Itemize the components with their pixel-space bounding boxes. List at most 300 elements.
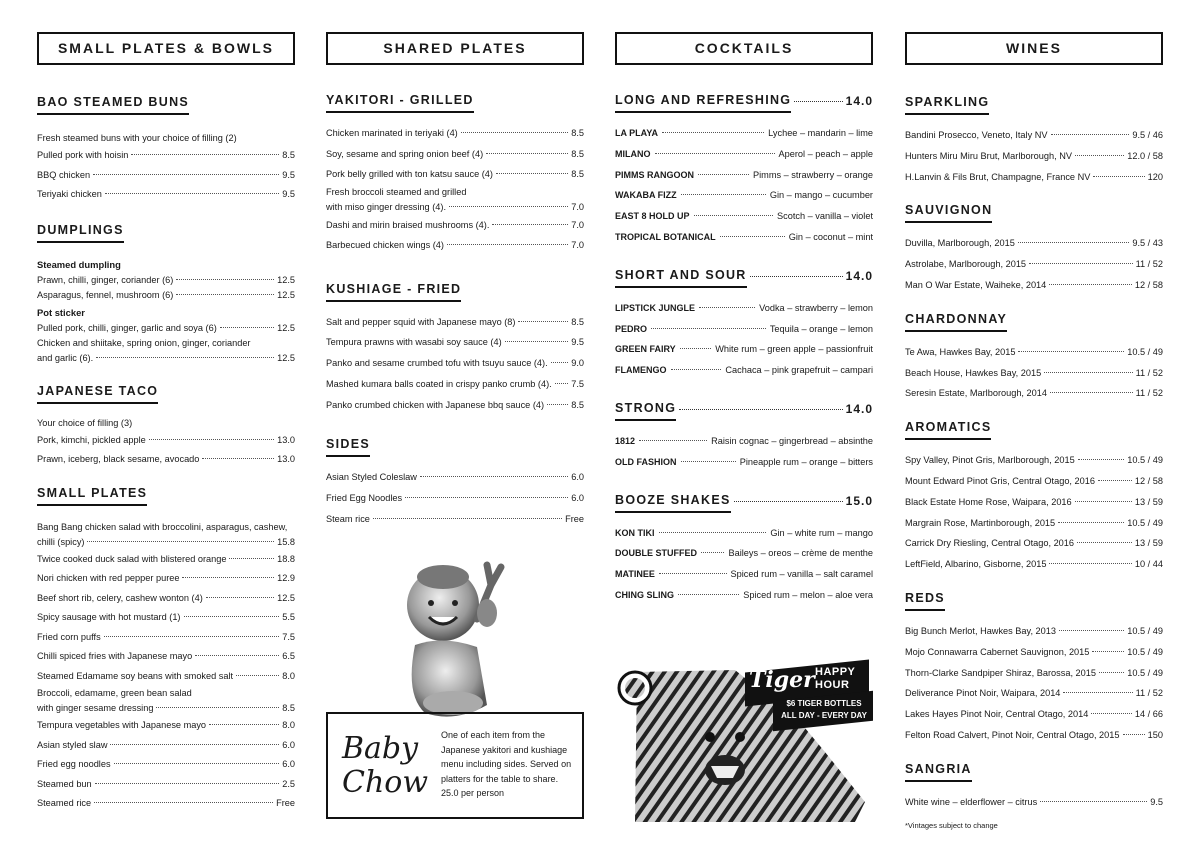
cocktail-item	[615, 431, 873, 452]
section-title-sauvignon: SAUVIGNON	[905, 203, 992, 223]
menu-item	[905, 450, 1163, 471]
menu-item	[37, 550, 295, 570]
item-price: 12.5	[277, 274, 295, 285]
section-title-japanese-taco: JAPANESE TACO	[37, 384, 158, 404]
item-name: Panko crumbed chicken with Japanese bbq sauce (4)	[326, 399, 545, 410]
item-name: chilli (spicy)	[37, 536, 85, 547]
vintage-note: *Vintages subject to change	[905, 820, 998, 830]
item-name: Asparagus, fennel, mushroom (6)	[37, 289, 174, 300]
cocktail-item	[615, 452, 873, 473]
section-sparkling	[905, 93, 1163, 187]
item-name: Asian Styled Coleslaw	[326, 472, 417, 483]
section-sides	[326, 435, 584, 529]
item-name: Duvilla, Marlborough, 2015	[905, 238, 1015, 249]
menu-item	[37, 351, 295, 366]
menu-item	[326, 488, 584, 509]
item-price: 11 / 52	[1135, 259, 1163, 270]
section-title-row	[615, 93, 873, 113]
item-name: Te Awa, Hawkes Bay, 2015	[905, 346, 1016, 357]
menu-item	[905, 167, 1163, 188]
leader-dots	[405, 497, 568, 498]
menu-item	[37, 321, 295, 336]
leader-dots	[110, 744, 279, 745]
leader-dots	[1058, 522, 1124, 523]
section-japanese-taco	[37, 382, 295, 470]
item-price: 9.5	[1150, 796, 1163, 807]
section-price: 14.0	[845, 268, 873, 283]
item-price: 6.0	[571, 472, 584, 483]
yakitori-list-2	[326, 215, 584, 256]
item-name: Barbecued chicken wings (4)	[326, 240, 444, 250]
leader-dots	[94, 802, 273, 803]
cocktail-ingredients: Pimms – strawberry – orange	[753, 169, 873, 180]
item-price: 7.0	[571, 201, 584, 212]
item-name: Carrick Dry Riesling, Central Otago, 2016	[905, 538, 1075, 549]
menu-item	[326, 235, 584, 256]
baby-chow-title	[342, 732, 428, 800]
cocktail-ingredients: Scotch – vanilla – violet	[776, 211, 873, 222]
menu-item	[37, 647, 295, 667]
cocktail-item	[615, 298, 873, 319]
section-reds	[905, 589, 1163, 746]
leader-dots	[734, 501, 843, 502]
item-name: Steamed Edamame soy beans with smoked salt	[37, 670, 234, 681]
taco-intro: Your choice of filling (3)	[37, 417, 133, 428]
item-name: Panko and sesame crumbed tofu with tsuyu sauce (4).	[326, 358, 548, 369]
item-price: 9.5	[282, 169, 295, 180]
item-name: Salt and pepper squid with Japanese mayo (8)	[326, 316, 516, 327]
baby-chow-title-line2: Chow	[342, 765, 429, 800]
leader-dots	[639, 440, 707, 441]
leader-dots	[794, 101, 842, 102]
cocktail-item	[615, 339, 873, 360]
leader-dots	[156, 707, 279, 708]
leader-dots	[220, 327, 274, 328]
item-name: Soy, sesame and spring onion beef (4)	[326, 148, 484, 159]
item-name: Steamed rice	[37, 798, 92, 808]
menu-item	[37, 589, 295, 609]
item-price: 2.5	[282, 778, 295, 789]
item-name: Nori chicken with red pepper puree	[37, 573, 180, 583]
baby-chow-description: One of each item from the Japanese yakitori and kushiage menu including sides. Served on platters for the table to share. 25.0 per person	[441, 730, 572, 799]
baby-chow-title-line1: Baby	[342, 731, 419, 766]
happy-hour-label	[815, 666, 855, 692]
leader-dots	[104, 636, 280, 637]
tiger-brand: Tiger	[749, 667, 815, 693]
cocktail-item	[615, 185, 873, 206]
section-title-booze-shakes: BOOZE SHAKES	[615, 493, 731, 513]
item-price: 10.5 / 49	[1127, 625, 1163, 636]
leader-dots	[1044, 372, 1132, 373]
item-name: with miso ginger dressing (4).	[326, 201, 446, 212]
cocktail-ingredients: White rum – green apple – passionfruit	[715, 344, 873, 355]
leader-dots	[547, 404, 568, 405]
cocktail-name: 1812	[615, 435, 636, 446]
cocktail-name: MILANO	[615, 148, 651, 159]
bao-list	[37, 146, 295, 205]
item-price: 10.5 / 49	[1127, 667, 1163, 678]
item-name: Margrain Rose, Martinborough, 2015	[905, 517, 1056, 528]
item-price: 9.5 / 43	[1132, 238, 1163, 249]
menu-item	[37, 628, 295, 648]
item-price: 9.5 / 46	[1132, 130, 1163, 140]
item-name: Mashed kumara balls coated in crispy panko crumb (4).	[326, 378, 552, 389]
section-dumplings	[37, 221, 295, 366]
leader-dots	[95, 783, 280, 784]
leader-dots	[373, 518, 562, 519]
leader-dots	[679, 409, 842, 410]
section-strong	[615, 401, 873, 473]
cocktail-item	[615, 564, 873, 585]
item-price: 150	[1147, 729, 1163, 740]
menu-item	[905, 725, 1163, 746]
item-price: 9.5	[282, 189, 295, 199]
leader-dots	[202, 458, 274, 459]
item-price: 8.0	[282, 720, 295, 730]
cocktail-ingredients: Cachaca – pink grapefruit – campari	[725, 365, 873, 376]
section-yakitori	[326, 91, 584, 256]
item-name: Fried egg noodles	[37, 759, 111, 769]
menu-item	[905, 383, 1163, 404]
menu-item	[905, 642, 1163, 663]
leader-dots	[184, 616, 280, 617]
menu-item	[37, 185, 295, 205]
item-price: Free	[276, 798, 295, 808]
item-price: 11 / 52	[1135, 367, 1163, 378]
item-name: Astrolabe, Marlborough, 2015	[905, 259, 1027, 270]
booze-shakes-list	[615, 523, 873, 606]
item-name: Teriyaki chicken	[37, 189, 102, 199]
menu-item	[905, 792, 1163, 813]
menu-item	[905, 363, 1163, 384]
item-price: 8.0	[282, 670, 295, 681]
menu-item	[37, 166, 295, 186]
item-name: Fried corn puffs	[37, 631, 101, 642]
section-title-row	[615, 401, 873, 421]
leader-dots	[87, 541, 274, 542]
menu-item	[37, 146, 295, 166]
cocktail-ingredients: Tequila – orange – lemon	[769, 323, 873, 334]
cocktail-name: WAKABA FIZZ	[615, 190, 677, 201]
item-name: Big Bunch Merlot, Hawkes Bay, 2013	[905, 625, 1056, 636]
item-name: Chicken marinated in teriyaki (4)	[326, 128, 458, 138]
tiger-promo-badge	[745, 666, 869, 726]
item-price: 7.5	[571, 378, 584, 389]
leader-dots	[1092, 651, 1124, 652]
section-aromatics	[905, 418, 1163, 575]
item-price: 10.5 / 49	[1127, 455, 1163, 466]
menu-item	[37, 450, 295, 470]
small-plates-list-2	[37, 716, 295, 814]
cocktail-name: PIMMS RANGOON	[615, 169, 695, 180]
cocktail-name: GREEN FAIRY	[615, 344, 676, 355]
menu-item	[37, 775, 295, 795]
tiger-offer	[777, 698, 871, 722]
item-price: 6.0	[282, 759, 295, 769]
leader-dots	[1099, 672, 1124, 673]
section-title-strong: STRONG	[615, 401, 676, 421]
item-price: 13 / 59	[1134, 496, 1163, 507]
leader-dots	[750, 276, 843, 277]
menu-item	[37, 755, 295, 775]
leader-dots	[681, 461, 736, 462]
menu-item	[905, 554, 1163, 575]
section-title-sparkling: SPARKLING	[905, 95, 989, 115]
item-price: 13.0	[277, 434, 295, 445]
leader-dots	[659, 532, 767, 533]
item-price: 8.5	[571, 148, 584, 159]
menu-item	[37, 716, 295, 736]
item-name: Deliverance Pinot Noir, Waipara, 2014	[905, 688, 1061, 699]
cocktail-ingredients: Spiced rum – melon – aloe vera	[743, 589, 873, 600]
menu-item	[37, 794, 295, 814]
sauvignon-list	[905, 233, 1163, 295]
menu-item	[905, 663, 1163, 684]
cocktail-name: DOUBLE STUFFED	[615, 548, 697, 559]
menu-item	[37, 273, 295, 288]
item-price: 10.5 / 49	[1127, 346, 1163, 357]
leader-dots	[461, 132, 568, 133]
column-wines	[905, 32, 1163, 830]
item-name: Pulled pork with hoisin	[37, 150, 129, 160]
leader-dots	[555, 383, 569, 384]
cocktail-item	[615, 123, 873, 144]
item-price: 7.5	[282, 631, 295, 642]
menu-item	[905, 621, 1163, 642]
leader-dots	[699, 307, 755, 308]
cocktail-item	[615, 206, 873, 227]
menu-item	[326, 395, 584, 416]
item-price: 12 / 58	[1134, 279, 1163, 290]
bang-bang-line1: Bang Bang chicken salad with broccolini, asparagus, cashew,	[37, 521, 288, 532]
menu-item	[905, 233, 1163, 254]
section-small-plates	[37, 484, 295, 814]
yakitori-list	[326, 123, 584, 185]
cocktail-ingredients: Vodka – strawberry – lemon	[759, 302, 873, 313]
item-price: Free	[565, 514, 584, 525]
item-price: 13.0	[277, 454, 295, 464]
header-shared-plates: SHARED PLATES	[326, 32, 584, 65]
item-name: and garlic (6).	[37, 352, 94, 363]
pot-sticker-multi-line1: Chicken and shiitake, spring onion, ginger, coriander	[37, 337, 251, 348]
item-price: 120	[1147, 171, 1163, 182]
item-name: Man O War Estate, Waiheke, 2014	[905, 279, 1047, 290]
cocktail-item	[615, 585, 873, 606]
section-sauvignon	[905, 201, 1163, 295]
leader-dots	[1029, 263, 1133, 264]
broccoli-line1: Broccoli, edamame, green bean salad	[37, 688, 192, 698]
leader-dots	[1075, 501, 1132, 502]
item-name: White wine – elderflower – citrus	[905, 796, 1038, 807]
leader-dots	[1091, 713, 1132, 714]
item-name: Fried Egg Noodles	[326, 493, 403, 504]
short-sour-list	[615, 298, 873, 381]
item-name: Twice cooked duck salad with blistered orange	[37, 553, 227, 564]
leader-dots	[681, 194, 766, 195]
leader-dots	[698, 174, 749, 175]
cocktail-item	[615, 144, 873, 165]
leader-dots	[176, 279, 274, 280]
buddha-illustration	[395, 555, 515, 720]
section-price: 15.0	[845, 493, 873, 508]
menu-item	[905, 275, 1163, 296]
menu-item	[905, 342, 1163, 363]
section-chardonnay	[905, 310, 1163, 404]
item-price: 6.0	[282, 739, 295, 750]
steamed-dumpling-list	[37, 273, 295, 303]
item-price: 12.5	[277, 289, 295, 300]
item-price: 8.5	[571, 128, 584, 138]
section-short-sour	[615, 268, 873, 381]
item-name: Prawn, iceberg, black sesame, avocado	[37, 454, 200, 464]
leader-dots	[671, 369, 722, 370]
hour-text: HOUR	[815, 679, 850, 691]
leader-dots	[551, 362, 569, 363]
section-sangria	[905, 760, 1163, 830]
leader-dots	[1077, 542, 1132, 543]
leader-dots	[96, 357, 274, 358]
item-name: Beach House, Hawkes Bay, 2015	[905, 367, 1042, 378]
sangria-list	[905, 792, 1163, 813]
cocktail-name: CHING SLING	[615, 589, 675, 600]
cocktail-item	[615, 543, 873, 564]
leader-dots	[1018, 351, 1124, 352]
item-name: Dashi and mirin braised mushrooms (4).	[326, 219, 490, 230]
menu-item	[326, 467, 584, 488]
cocktail-name: FLAMENGO	[615, 365, 667, 376]
leader-dots	[182, 577, 274, 578]
item-price: 8.5	[282, 150, 295, 160]
cocktail-ingredients: Aperol – peach – apple	[778, 148, 873, 159]
kushiage-list	[326, 312, 584, 416]
item-price: 7.0	[571, 219, 584, 230]
leader-dots	[678, 594, 739, 595]
pot-sticker-label: Pot sticker	[37, 306, 85, 318]
item-name: BBQ chicken	[37, 169, 91, 180]
menu-item	[905, 513, 1163, 534]
section-title-row	[615, 268, 873, 288]
cocktail-ingredients: Gin – mango – cucumber	[769, 190, 873, 201]
column-small-plates	[37, 32, 295, 814]
strong-list	[615, 431, 873, 473]
section-title-kushiage: KUSHIAGE - FRIED	[326, 282, 461, 302]
chardonnay-list	[905, 342, 1163, 404]
item-price: 12.9	[277, 573, 295, 583]
header-cocktails: COCKTAILS	[615, 32, 873, 65]
menu-item	[326, 144, 584, 165]
item-price: 8.5	[282, 703, 295, 713]
cocktail-name: PEDRO	[615, 323, 648, 334]
section-title-long-refreshing: LONG AND REFRESHING	[615, 93, 791, 113]
cocktail-name: TROPICAL BOTANICAL	[615, 231, 716, 242]
leader-dots	[176, 294, 274, 295]
section-title-small-plates: SMALL PLATES	[37, 486, 147, 506]
menu-item	[326, 353, 584, 374]
leader-dots	[1050, 392, 1133, 393]
item-price: 9.0	[571, 358, 584, 369]
leader-dots	[1049, 563, 1131, 564]
item-name: Bandini Prosecco, Veneto, Italy NV	[905, 130, 1048, 140]
menu-item	[37, 535, 295, 550]
leader-dots	[518, 321, 568, 322]
cocktail-ingredients: Raisin cognac – gingerbread – absinthe	[711, 435, 873, 446]
item-name: Prawn, chilli, ginger, coriander (6)	[37, 274, 174, 285]
section-booze-shakes	[615, 493, 873, 606]
leader-dots	[1040, 801, 1147, 802]
leader-dots	[486, 153, 568, 154]
leader-dots	[505, 341, 569, 342]
reds-list	[905, 621, 1163, 746]
leader-dots	[206, 597, 274, 598]
item-price: 6.5	[282, 651, 295, 661]
section-title-bao: BAO STEAMED BUNS	[37, 95, 189, 115]
menu-item	[37, 736, 295, 756]
leader-dots	[131, 154, 279, 155]
item-price: 11 / 52	[1135, 388, 1163, 399]
leader-dots	[1051, 134, 1130, 135]
leader-dots	[680, 348, 712, 349]
menu-item	[37, 431, 295, 451]
taco-list	[37, 431, 295, 470]
leader-dots	[1075, 155, 1124, 156]
leader-dots	[496, 173, 568, 174]
menu-item	[326, 164, 584, 185]
leader-dots	[492, 224, 568, 225]
cocktail-name: KON TIKI	[615, 527, 655, 538]
section-title-row	[615, 493, 873, 513]
tiger-offer-line1: $6 TIGER BOTTLES	[786, 699, 862, 708]
section-kushiage	[326, 280, 584, 416]
leader-dots	[655, 153, 775, 154]
item-name: Lakes Hayes Pinot Noir, Central Otago, 2014	[905, 709, 1089, 720]
leader-dots	[420, 476, 568, 477]
section-title-aromatics: AROMATICS	[905, 420, 991, 440]
menu-item	[905, 125, 1163, 146]
header-wines: WINES	[905, 32, 1163, 65]
item-name: Mount Edward Pinot Gris, Central Otago, 2016	[905, 475, 1095, 486]
item-name: LeftField, Albarino, Gisborne, 2015	[905, 559, 1047, 570]
item-price: 14 / 66	[1134, 709, 1163, 720]
menu-item	[905, 704, 1163, 725]
item-name: with ginger sesame dressing	[37, 703, 154, 713]
leader-dots	[209, 724, 279, 725]
leader-dots	[701, 552, 724, 553]
cocktail-ingredients: Gin – white rum – mango	[770, 527, 873, 538]
bao-intro: Fresh steamed buns with your choice of filling (2)	[37, 133, 237, 143]
menu-item	[905, 533, 1163, 554]
sides-list	[326, 467, 584, 529]
leader-dots	[449, 206, 568, 207]
leader-dots	[149, 439, 274, 440]
menu-item	[326, 374, 584, 395]
cocktail-ingredients: Pineapple rum – orange – bitters	[739, 456, 873, 467]
tiger-offer-line2: ALL DAY - EVERY DAY	[781, 711, 867, 720]
leader-dots	[447, 244, 568, 245]
leader-dots	[1049, 284, 1132, 285]
menu-item	[37, 569, 295, 589]
section-title-dumplings: DUMPLINGS	[37, 223, 124, 243]
item-price: 8.5	[571, 399, 584, 410]
item-price: 12.0 / 58	[1127, 150, 1163, 161]
item-name: Black Estate Home Rose, Waipara, 2016	[905, 496, 1072, 507]
yakitori-broccoli-line1: Fresh broccoli steamed and grilled	[326, 186, 467, 197]
menu-item	[326, 332, 584, 353]
item-name: Chilli spiced fries with Japanese mayo	[37, 651, 193, 661]
header-small-plates-bowls: SMALL PLATES & BOWLS	[37, 32, 295, 65]
item-name: Felton Road Calvert, Pinot Noir, Central Otago, 2015	[905, 729, 1120, 740]
item-price: 12 / 58	[1134, 475, 1163, 486]
leader-dots	[1093, 176, 1144, 177]
